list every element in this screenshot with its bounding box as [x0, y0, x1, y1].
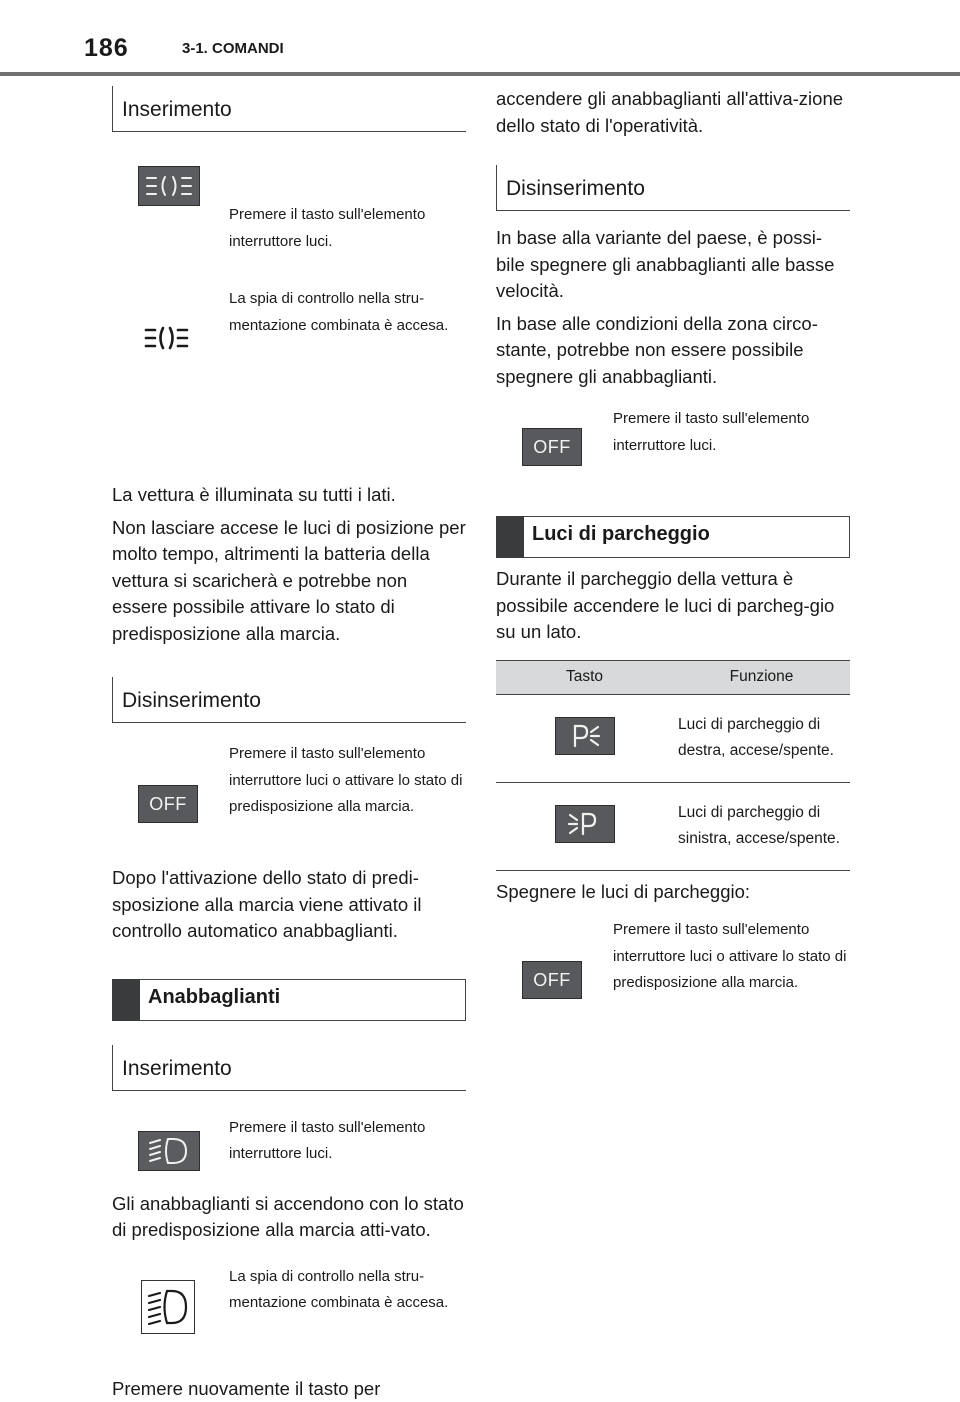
- parking-light-left-button: [555, 805, 615, 843]
- paragraph: In base alle condizioni della zona circo-stante, potrebbe non essere possibile spegnere gli anabbaglianti.: [496, 311, 850, 391]
- off-button: OFF: [138, 785, 198, 823]
- instruction-row: [496, 390, 850, 500]
- subheading-disinserimento: Disinserimento: [112, 677, 466, 723]
- table-header-funzione: Funzione: [673, 660, 850, 694]
- low-beam-indicator: [141, 1280, 195, 1334]
- parking-light-right-button: [555, 717, 615, 755]
- parking-light-left-icon: [565, 811, 605, 837]
- paragraph: Non lasciare accese le luci di posizione per molto tempo, altrimenti la batteria della vettura si scaricherà e potrebbe non essere possibile attivare lo stato di predisposizione alla marcia.: [112, 515, 466, 648]
- instruction-text: La spia di controllo nella stru-mentazione combinata è accesa.: [229, 286, 466, 339]
- instruction-text: Premere il tasto sull'elemento interruttore luci.: [613, 406, 850, 459]
- instruction-text: Premere il tasto sull'elemento interruttore luci.: [229, 1115, 466, 1168]
- table-row: [496, 782, 850, 870]
- paragraph: In base alla variante del paese, è possi-bile spegnere gli anabbaglianti alle basse velocità.: [496, 225, 850, 305]
- header-rule: [0, 72, 960, 76]
- table-row: [496, 694, 850, 782]
- parking-light-right-icon: [565, 723, 605, 749]
- paragraph: Spegnere le luci di parcheggio:: [496, 879, 850, 906]
- section-title: 3-1. COMANDI: [182, 40, 284, 57]
- parking-table: [496, 660, 850, 871]
- paragraph: Premere nuovamente il tasto per: [112, 1376, 466, 1402]
- position-light-indicator: [138, 320, 194, 356]
- instruction-row: [112, 232, 466, 370]
- paragraph: accendere gli anabbaglianti all'attiva-zione dello stato di l'operatività.: [496, 86, 850, 139]
- page-header: [0, 0, 960, 76]
- position-light-indicator-icon: [138, 324, 194, 352]
- section-heading-parcheggio: Luci di parcheggio: [496, 516, 850, 558]
- low-beam-icon: [144, 1136, 194, 1166]
- table-cell-function: Luci di parcheggio di sinistra, accese/spente.: [673, 782, 850, 870]
- instruction-row: [496, 905, 850, 1055]
- table-header-tasto: Tasto: [496, 660, 673, 694]
- paragraph: Durante il parcheggio della vettura è possibile accendere le luci di parcheg-gio su un lato.: [496, 566, 850, 646]
- instruction-text: La spia di controllo nella stru-mentazione combinata è accesa.: [229, 1264, 466, 1317]
- section-heading-anabbaglianti: Anabbaglianti: [112, 979, 466, 1021]
- subheading-disinserimento: Disinserimento: [496, 165, 850, 211]
- off-button: OFF: [522, 961, 582, 999]
- right-column: [496, 86, 850, 1055]
- instruction-row: [112, 1244, 466, 1372]
- page-number: 186: [84, 34, 129, 63]
- off-button: OFF: [522, 428, 582, 466]
- table-cell-function: Luci di parcheggio di destra, accese/spente.: [673, 694, 850, 782]
- low-beam-indicator-icon: [145, 1287, 191, 1327]
- instruction-text: Premere il tasto sull'elemento interruttore luci o attivare lo stato di predisposizione alla marcia.: [229, 741, 466, 821]
- paragraph: La vettura è illuminata su tutti i lati.: [112, 482, 466, 509]
- instruction-row: [112, 723, 466, 865]
- instruction-text: Premere il tasto sull'elemento interruttore luci o attivare lo stato di predisposizione alla marcia.: [613, 917, 850, 997]
- left-column: [112, 86, 466, 1402]
- instruction-row: [112, 1091, 466, 1191]
- position-light-icon: [141, 173, 197, 199]
- instruction-text: Premere il tasto sull'elemento interruttore luci.: [229, 202, 466, 255]
- subheading-inserimento: Inserimento: [112, 1045, 466, 1091]
- subheading-inserimento: Inserimento: [112, 86, 466, 132]
- paragraph: Gli anabbaglianti si accendono con lo stato di predisposizione alla marcia atti-vato.: [112, 1191, 466, 1244]
- paragraph: Dopo l'attivazione dello stato di predi-sposizione alla marcia viene attivato il controllo automatico anabbaglianti.: [112, 865, 466, 945]
- position-light-button: [138, 166, 200, 206]
- instruction-row: [112, 132, 466, 232]
- low-beam-button: [138, 1131, 200, 1171]
